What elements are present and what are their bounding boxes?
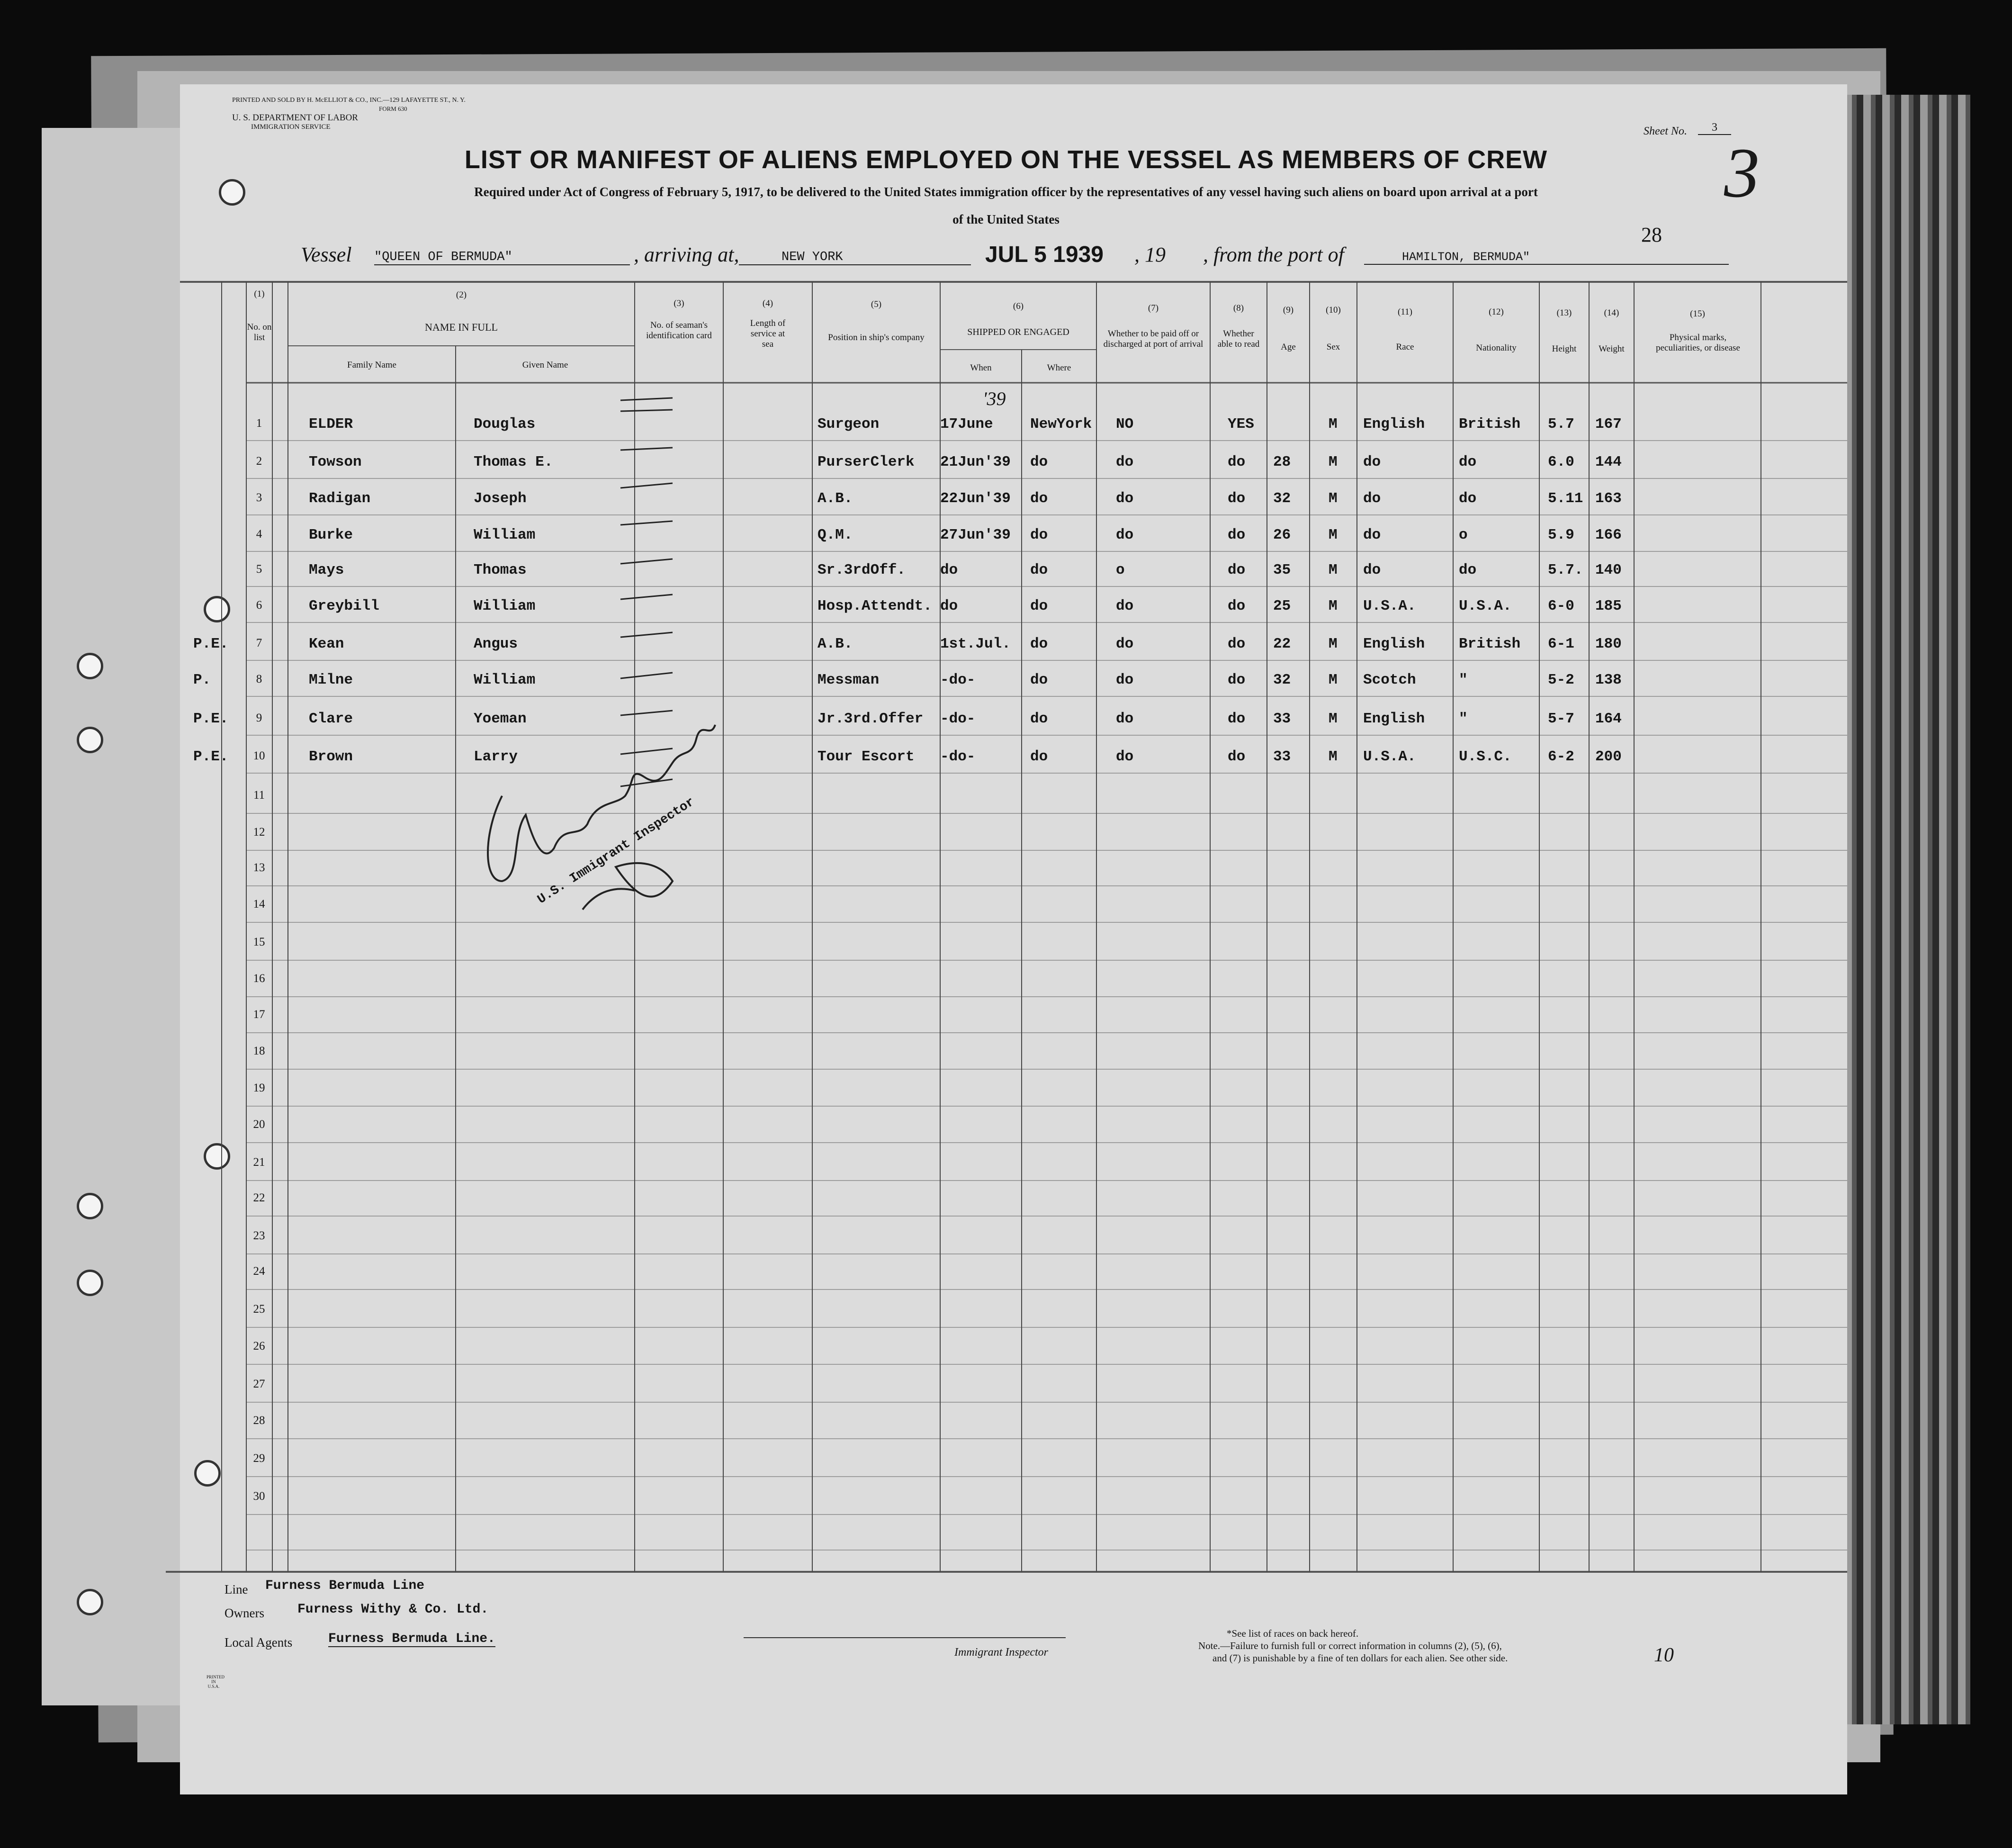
cell-family: Greybill	[309, 598, 379, 614]
cell-when: 22Jun'39	[940, 490, 1011, 507]
owners-label: Owners	[225, 1606, 264, 1620]
page-title: LIST OR MANIFEST OF ALIENS EMPLOYED ON THE VESSEL AS MEMBERS OF CREW	[464, 145, 1548, 174]
cell-height: 5-2	[1548, 672, 1574, 688]
cell-age: 32	[1273, 490, 1291, 507]
cell-read: do	[1228, 672, 1246, 688]
col15-header: Physical marks, peculiarities, or disease	[1656, 333, 1740, 353]
col14-header: Weight	[1599, 344, 1625, 354]
row-number: 24	[253, 1265, 265, 1278]
row-number: 20	[253, 1118, 265, 1131]
cell-age: 33	[1273, 711, 1291, 727]
cell-pe: P.E.	[193, 636, 229, 652]
row-number: 22	[253, 1191, 265, 1204]
cell-nationality: "	[1459, 711, 1468, 727]
row-number: 27	[253, 1378, 265, 1390]
cell-pe: P.E.	[193, 748, 229, 765]
cell-position: Surgeon	[817, 416, 880, 433]
sheet-handwritten-number: 3	[1724, 134, 1760, 212]
row-number: 11	[253, 789, 265, 802]
row-number: 13	[253, 861, 265, 874]
sheet-value: 3	[1698, 121, 1731, 135]
row-number: 16	[253, 972, 265, 985]
cell-race: English	[1363, 416, 1425, 433]
cell-sex: M	[1329, 748, 1338, 765]
agents-label: Local Agents	[225, 1635, 293, 1650]
line-value: Furness Bermuda Line	[265, 1578, 425, 1593]
cell-race: U.S.A.	[1363, 748, 1416, 765]
row-number: 9	[256, 712, 262, 724]
year-note: '39	[983, 388, 1006, 409]
cell-position: Messman	[817, 672, 880, 688]
row-number: 2	[256, 455, 262, 468]
col3-header: No. of seaman's identification card	[646, 320, 712, 341]
cell-age: 32	[1273, 672, 1291, 688]
alien-count: 10	[1654, 1644, 1674, 1666]
cell-race: do	[1363, 562, 1381, 578]
cell-family: Burke	[309, 527, 353, 543]
cell-where: do	[1030, 711, 1048, 727]
cell-read: YES	[1228, 416, 1254, 433]
cell-weight: 200	[1595, 748, 1622, 765]
cell-age: 25	[1273, 598, 1291, 614]
col12-number: (12)	[1489, 307, 1504, 317]
cell-given: Thomas	[474, 562, 527, 578]
cell-paid: do	[1116, 454, 1134, 470]
departure-port: HAMILTON, BERMUDA"	[1364, 250, 1729, 265]
cell-when: 1st.Jul.	[940, 636, 1011, 652]
year-label: , 19	[1134, 243, 1166, 266]
row-number: 29	[253, 1452, 265, 1465]
cell-sex: M	[1329, 672, 1338, 688]
line-label: Line	[225, 1582, 248, 1596]
col10-number: (10)	[1326, 305, 1341, 315]
inspector-stamp: U.S. Immigrant Inspector	[535, 795, 698, 908]
cell-nationality: do	[1459, 490, 1477, 507]
vessel-name: "QUEEN OF BERMUDA"	[374, 250, 630, 265]
cell-family: Towson	[309, 454, 362, 470]
col9-header: Age	[1281, 342, 1296, 352]
cell-height: 6.0	[1548, 454, 1574, 470]
cell-read: do	[1228, 490, 1246, 507]
cell-paid: o	[1116, 562, 1125, 578]
cell-when: 17June	[940, 416, 993, 433]
cell-sex: M	[1329, 598, 1338, 614]
cell-sex: M	[1329, 454, 1338, 470]
cell-when: do	[940, 598, 958, 614]
cell-paid: do	[1116, 490, 1134, 507]
row-number: 7	[256, 637, 262, 649]
cell-where: NewYork	[1030, 416, 1092, 433]
cell-when: 21Jun'39	[940, 454, 1011, 470]
cell-sex: M	[1329, 527, 1338, 543]
row-number: 5	[256, 563, 262, 576]
cell-race: do	[1363, 527, 1381, 543]
inspector-caption: Immigrant Inspector	[954, 1646, 1048, 1659]
cell-where: do	[1030, 748, 1048, 765]
department: U. S. DEPARTMENT OF LABOR	[232, 113, 358, 123]
cell-position: Jr.3rd.Offer	[817, 711, 924, 727]
col5-number: (5)	[871, 299, 882, 309]
cell-given: William	[474, 527, 536, 543]
col13-number: (13)	[1556, 308, 1572, 318]
printer-line: PRINTED AND SOLD BY H. McELLIOT & CO., INC.—129 LAFAYETTE ST., N. Y.	[232, 97, 466, 104]
cell-sex: M	[1329, 416, 1338, 433]
cell-read: do	[1228, 598, 1246, 614]
col4-header: Length of service at sea	[750, 318, 786, 349]
cell-when: do	[940, 562, 958, 578]
cell-family: ELDER	[309, 416, 353, 433]
cell-when: -do-	[940, 672, 976, 688]
date-stamp: JUL 5 1939	[985, 242, 1104, 267]
cell-paid: do	[1116, 711, 1134, 727]
cell-nationality: U.S.C.	[1459, 748, 1512, 765]
col15-number: (15)	[1690, 309, 1705, 319]
cell-race: Scotch	[1363, 672, 1416, 688]
cell-where: do	[1030, 562, 1048, 578]
cell-height: 5.7.	[1548, 562, 1583, 578]
cell-where: do	[1030, 454, 1048, 470]
fine-note-2: and (7) is punishable by a fine of ten dollars for each alien. See other side.	[1213, 1652, 1508, 1664]
col8-header: Whether able to read	[1217, 329, 1260, 349]
cell-height: 5-7	[1548, 711, 1574, 727]
col7-number: (7)	[1148, 303, 1159, 313]
cell-pe: P.	[193, 672, 211, 688]
col2-given: Given Name	[522, 360, 568, 370]
cell-nationality: "	[1459, 672, 1468, 688]
row-number: 12	[253, 826, 265, 838]
cell-nationality: o	[1459, 527, 1468, 543]
cell-nationality: U.S.A.	[1459, 598, 1512, 614]
cell-race: English	[1363, 711, 1425, 727]
cell-weight: 166	[1595, 527, 1622, 543]
col6-where: Where	[1047, 363, 1071, 373]
cell-family: Clare	[309, 711, 353, 727]
cell-race: English	[1363, 636, 1425, 652]
cell-family: Radigan	[309, 490, 371, 507]
row-number: 17	[253, 1008, 265, 1021]
cell-given: Joseph	[474, 490, 527, 507]
cell-position: Sr.3rdOff.	[817, 562, 906, 578]
cell-when: 27Jun'39	[940, 527, 1011, 543]
cell-position: PurserClerk	[817, 454, 915, 470]
col8-number: (8)	[1233, 303, 1244, 313]
cell-age: 22	[1273, 636, 1291, 652]
cell-sex: M	[1329, 490, 1338, 507]
cell-weight: 144	[1595, 454, 1622, 470]
cell-weight: 167	[1595, 416, 1622, 433]
col2-header: NAME IN FULL	[425, 321, 498, 333]
col2-family: Family Name	[347, 360, 396, 370]
cell-age: 26	[1273, 527, 1291, 543]
cell-sex: M	[1329, 711, 1338, 727]
row-number: 10	[253, 749, 265, 762]
cell-position: Q.M.	[817, 527, 853, 543]
col12-header: Nationality	[1476, 343, 1517, 353]
subtitle-line-2: of the United States	[952, 212, 1060, 226]
cell-paid: do	[1116, 527, 1134, 543]
cell-family: Kean	[309, 636, 344, 652]
cell-read: do	[1228, 527, 1246, 543]
races-note: *See list of races on back hereof.	[1227, 1628, 1359, 1639]
arriving-label: , arriving at,	[634, 243, 739, 266]
row-number: 28	[253, 1414, 265, 1427]
cell-where: do	[1030, 672, 1048, 688]
cell-weight: 163	[1595, 490, 1622, 507]
cell-nationality: British	[1459, 636, 1521, 652]
cell-given: William	[474, 598, 536, 614]
cell-read: do	[1228, 748, 1246, 765]
cell-weight: 140	[1595, 562, 1622, 578]
cell-position: Hosp.Attendt.	[817, 598, 932, 614]
row-number: 15	[253, 936, 265, 948]
service: IMMIGRATION SERVICE	[251, 123, 331, 131]
arrival-port: NEW YORK	[739, 250, 971, 265]
cell-given: Larry	[474, 748, 518, 765]
cell-read: do	[1228, 636, 1246, 652]
col5-header: Position in ship's company	[828, 333, 925, 343]
cell-race: U.S.A.	[1363, 598, 1416, 614]
col4-number: (4)	[762, 298, 773, 308]
col9-number: (9)	[1283, 305, 1294, 315]
cell-family: Mays	[309, 562, 344, 578]
cell-given: Douglas	[474, 416, 536, 433]
cell-given: Thomas E.	[474, 454, 553, 470]
sheet-label: Sheet No.	[1644, 125, 1687, 137]
vessel-label: Vessel	[301, 243, 352, 266]
cell-paid: do	[1116, 672, 1134, 688]
cell-sex: M	[1329, 562, 1338, 578]
cell-paid: do	[1116, 636, 1134, 652]
cell-height: 5.11	[1548, 490, 1583, 507]
row-number: 1	[256, 417, 262, 430]
cell-given: William	[474, 672, 536, 688]
col3-number: (3)	[674, 298, 684, 308]
cell-family: Milne	[309, 672, 353, 688]
cell-nationality: do	[1459, 454, 1477, 470]
cell-height: 6-0	[1548, 598, 1574, 614]
cell-paid: NO	[1116, 416, 1134, 433]
cell-height: 5.9	[1548, 527, 1574, 543]
from-port-label: , from the port of	[1203, 243, 1344, 266]
cell-given: Yoeman	[474, 711, 527, 727]
cell-read: do	[1228, 454, 1246, 470]
cell-nationality: British	[1459, 416, 1521, 433]
col10-header: Sex	[1326, 342, 1340, 352]
cell-pe: P.E.	[193, 711, 229, 727]
cell-where: do	[1030, 636, 1048, 652]
col2-number: (2)	[456, 290, 467, 300]
col14-number: (14)	[1604, 308, 1619, 318]
cell-when: -do-	[940, 711, 976, 727]
agents-value: Furness Bermuda Line.	[328, 1632, 495, 1646]
cell-where: do	[1030, 598, 1048, 614]
col11-header: Race	[1396, 342, 1414, 352]
col6-when: When	[970, 363, 992, 373]
cell-height: 5.7	[1548, 416, 1574, 433]
cell-where: do	[1030, 490, 1048, 507]
union-stamp: PRINTED IN U.S.A.	[207, 1675, 225, 1689]
cell-paid: do	[1116, 748, 1134, 765]
row-number: 6	[256, 599, 262, 612]
cell-read: do	[1228, 711, 1246, 727]
cell-weight: 185	[1595, 598, 1622, 614]
cell-family: Brown	[309, 748, 353, 765]
cell-height: 6-2	[1548, 748, 1574, 765]
owners-value: Furness Withy & Co. Ltd.	[297, 1602, 489, 1617]
cell-given: Angus	[474, 636, 518, 652]
row-number: 26	[253, 1340, 265, 1352]
cell-read: do	[1228, 562, 1246, 578]
subtitle-line-1: Required under Act of Congress of February 5, 1917, to be delivered to the United States immigration officer by the representatives of any vessel having such aliens on board upon arrival at a port	[474, 185, 1538, 199]
col1-number: (1)	[254, 289, 265, 299]
inspector-signature-line	[744, 1637, 1066, 1638]
col11-number: (11)	[1398, 307, 1412, 317]
col6-number: (6)	[1013, 301, 1024, 311]
cell-paid: do	[1116, 598, 1134, 614]
row-number: 4	[256, 528, 262, 541]
row-number: 21	[253, 1156, 265, 1169]
row-number: 19	[253, 1082, 265, 1094]
cell-age: 33	[1273, 748, 1291, 765]
col6-header: SHIPPED OR ENGAGED	[967, 327, 1069, 337]
col1-header: No. on list	[247, 322, 272, 343]
row-number: 14	[253, 898, 265, 910]
page-mark: 28	[1641, 223, 1662, 246]
cell-weight: 164	[1595, 711, 1622, 727]
cell-where: do	[1030, 527, 1048, 543]
cell-race: do	[1363, 454, 1381, 470]
cell-nationality: do	[1459, 562, 1477, 578]
cell-weight: 180	[1595, 636, 1622, 652]
form-number: FORM 630	[379, 105, 407, 112]
col7-header: Whether to be paid off or discharged at port of arrival	[1103, 329, 1204, 349]
row-number: 8	[256, 673, 262, 685]
cell-position: A.B.	[817, 490, 853, 507]
row-number: 25	[253, 1303, 265, 1316]
row-number: 30	[253, 1490, 265, 1503]
row-number: 3	[256, 491, 262, 504]
cell-position: A.B.	[817, 636, 853, 652]
fine-note-1: Note.—Failure to furnish full or correct information in columns (2), (5), (6),	[1198, 1640, 1502, 1651]
cell-sex: M	[1329, 636, 1338, 652]
cell-position: Tour Escort	[817, 748, 915, 765]
col13-header: Height	[1552, 344, 1577, 354]
cell-race: do	[1363, 490, 1381, 507]
row-number: 23	[253, 1229, 265, 1242]
cell-height: 6-1	[1548, 636, 1574, 652]
cell-age: 28	[1273, 454, 1291, 470]
cell-age: 35	[1273, 562, 1291, 578]
cell-when: -do-	[940, 748, 976, 765]
cell-weight: 138	[1595, 672, 1622, 688]
row-number: 18	[253, 1045, 265, 1057]
